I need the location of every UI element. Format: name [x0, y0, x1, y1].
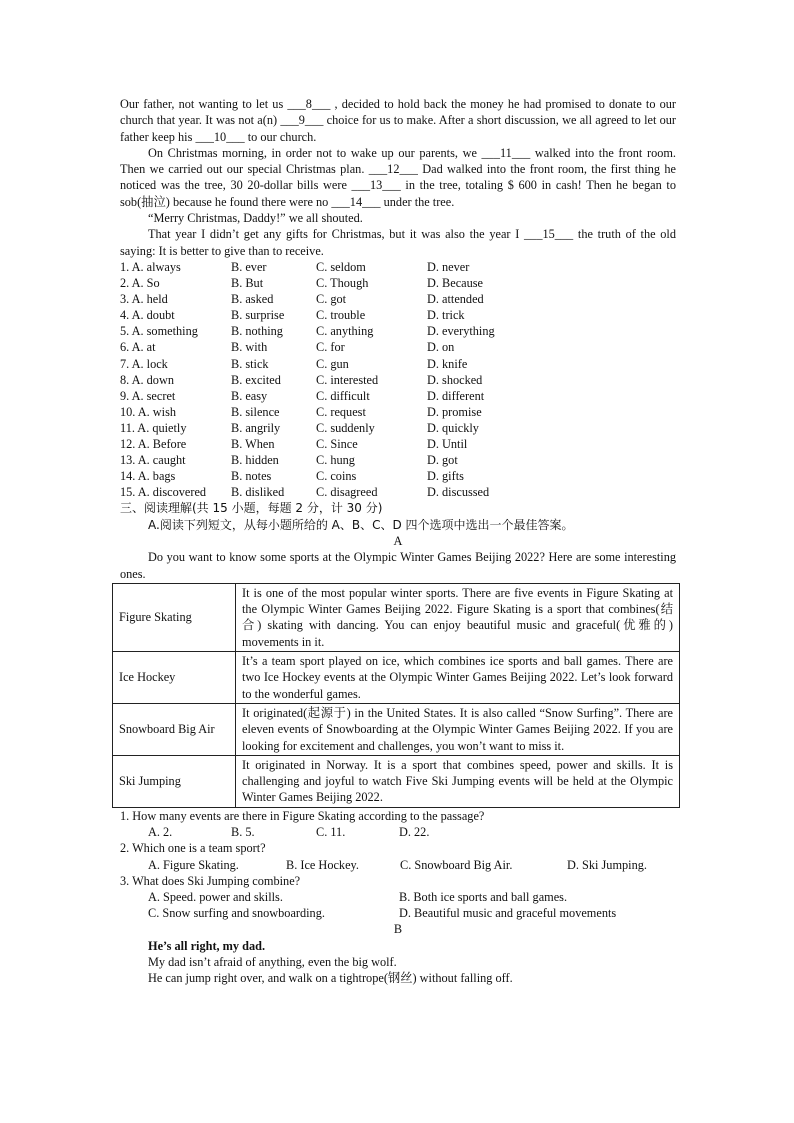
passage-paragraph: “Merry Christmas, Daddy!” we all shouted. [148, 211, 363, 226]
table-row [113, 703, 680, 755]
cloze-option: B. hidden [231, 453, 279, 468]
cloze-option: C. got [316, 292, 347, 307]
cloze-option: 12. A. Before [120, 437, 187, 451]
cloze-option: B. silence [231, 404, 280, 419]
cloze-option: 11. A. quietly [120, 420, 187, 435]
cloze-option: 4. A. doubt [120, 308, 175, 323]
cloze-option: B. surprise [231, 308, 285, 323]
cloze-option-row [120, 388, 676, 404]
cloze-option: B. disliked [231, 485, 285, 500]
section-instruction: A.阅读下列短文，从每小题所给的 A、B、C、D 四个选项中选出一个最佳答案。 [148, 517, 574, 532]
cloze-option: 3. A. held [120, 292, 168, 307]
cloze-option: D. gifts [427, 469, 464, 484]
cloze-option-row [120, 468, 676, 484]
cloze-option: C. disagreed [316, 485, 378, 500]
cloze-option: C. interested [316, 372, 379, 387]
passage-paragraph: That year I didn’t get any gifts for Christmas, but it was also the year I ___15___ the truth of the old saying: It is better to give than to receive. [120, 227, 676, 258]
question-stem: 1. How many events are there in Figure Skating according to the passage? [120, 808, 485, 823]
cloze-option: D. shocked [427, 372, 483, 387]
question-option-row [120, 824, 676, 840]
poem-line: He can jump right over, and walk on a tightrope(钢丝) without falling off. [148, 971, 513, 986]
sport-description: It originated(起源于) in the United States. It is also called “Snow Surfing”. There are eleven events of Snowboarding at the Olympic Winter Games Beijing 2022. If you are looking for excitement and challenges, you won’t want to miss it. [236, 703, 680, 755]
cloze-option-row [120, 259, 676, 275]
question-option: A. 2. [148, 825, 173, 840]
sports-table [112, 583, 680, 808]
question-option: D. Beautiful music and graceful movements [399, 906, 617, 921]
cloze-option: C. suddenly [316, 420, 375, 435]
cloze-option: 6. A. at [120, 340, 156, 355]
question-option: A. Speed. power and skills. [148, 889, 283, 904]
cloze-option: 15. A. discovered [120, 485, 207, 500]
cloze-option-row [120, 291, 676, 307]
cloze-option: B. angrily [231, 420, 281, 435]
section-title: 三、阅读理解(共 15 小题，每题 2 分，计 30 分) [120, 501, 383, 516]
sport-description: It’s a team sport played on ice, which combines ice sports and ball games. There are two Ice Hockey events at the Olympic Winter Games Beijing 2022. Let’s look forward to the wonderful games. [236, 652, 680, 704]
cloze-option: 13. A. caught [120, 453, 186, 468]
exam-page [120, 96, 676, 987]
question-option: D. Ski Jumping. [567, 857, 647, 872]
cloze-option: B. When [231, 437, 275, 451]
question-option-row [120, 857, 676, 873]
cloze-option: C. hung [316, 453, 355, 468]
cloze-option: C. seldom [316, 259, 366, 274]
table-row [113, 583, 680, 651]
cloze-option: D. on [427, 340, 455, 355]
question-option-row [120, 905, 676, 921]
cloze-option-row [120, 372, 676, 388]
cloze-option: 14. A. bags [120, 469, 176, 484]
question-option: B. Ice Hockey. [286, 857, 359, 872]
cloze-option-row [120, 356, 676, 372]
passage-label-b: B [393, 922, 403, 937]
cloze-option: C. trouble [316, 308, 366, 323]
sport-name: Ski Jumping [113, 755, 236, 807]
cloze-option: C. gun [316, 356, 349, 371]
cloze-option: B. stick [231, 356, 269, 371]
cloze-option-row [120, 323, 676, 339]
cloze-option: D. discussed [427, 485, 490, 500]
cloze-option: D. never [427, 259, 470, 274]
question-option: C. 11. [316, 825, 346, 840]
passage-paragraph: On Christmas morning, in order not to wake up our parents, we ___11___ walked into the front room. Then we carried out our special Christmas plan. ___12___ Dad walked into the front room, the first thing he noticed was the tree, 30 20-dollar bills were ___13___ in the tree, totaling $ 600 in cash! Then he began to sob(抽泣) because he found there were no ___14___ under the tree. [120, 145, 676, 209]
cloze-option: B. easy [231, 388, 268, 403]
cloze-option-row [120, 436, 676, 452]
cloze-option-row [120, 307, 676, 323]
table-row [113, 755, 680, 807]
cloze-option-row [120, 404, 676, 420]
poem-line: My dad isn’t afraid of anything, even the big wolf. [148, 954, 397, 969]
cloze-option: C. Since [316, 437, 358, 451]
cloze-option: C. anything [316, 324, 374, 339]
cloze-option-row [120, 275, 676, 291]
cloze-option: C. request [316, 404, 366, 419]
cloze-option: B. nothing [231, 324, 283, 339]
cloze-option: D. got [427, 453, 458, 468]
table-row [113, 652, 680, 704]
cloze-option: B. excited [231, 372, 281, 387]
cloze-option-row [120, 484, 676, 500]
cloze-option: D. knife [427, 356, 468, 371]
question-stem: 3. What does Ski Jumping combine? [120, 873, 301, 888]
cloze-option: 5. A. something [120, 324, 198, 339]
cloze-option: D. attended [427, 292, 484, 307]
cloze-option: 8. A. down [120, 372, 174, 387]
cloze-option: D. different [427, 388, 485, 403]
passage-paragraph: Our father, not wanting to let us ___8___ , decided to hold back the money he had promised to donate to our church that year. It was not a(n) ___9___ choice for us to make. After a short discussion, we all agreed to let our father keep his ___10___ to our church. [120, 97, 676, 144]
question-option: B. 5. [231, 825, 255, 840]
cloze-option: C. for [316, 340, 345, 355]
questions [120, 808, 676, 922]
poem-title: He’s all right, my dad. [148, 938, 266, 953]
cloze-option: 10. A. wish [120, 404, 177, 419]
cloze-option-row [120, 420, 676, 436]
cloze-option: B. with [231, 340, 268, 355]
cloze-option: B. notes [231, 469, 272, 484]
cloze-option-row [120, 452, 676, 468]
cloze-option: 7. A. lock [120, 356, 168, 371]
cloze-option: B. asked [231, 292, 274, 307]
cloze-option: D. quickly [427, 420, 479, 435]
cloze-options [120, 259, 676, 500]
question-option: C. Snowboard Big Air. [400, 857, 513, 872]
cloze-option: 9. A. secret [120, 388, 176, 403]
sport-name: Figure Skating [113, 583, 236, 651]
question-option-row [120, 889, 676, 905]
cloze-option: C. Though [316, 276, 369, 291]
sport-name: Snowboard Big Air [113, 703, 236, 755]
question-option: B. Both ice sports and ball games. [399, 889, 568, 904]
cloze-option: 1. A. always [120, 259, 181, 274]
question-stem: 2. Which one is a team sport? [120, 841, 266, 856]
passage-label-a: A [393, 533, 403, 548]
cloze-option: C. coins [316, 469, 357, 484]
sport-name: Ice Hockey [113, 652, 236, 704]
cloze-option: 2. A. So [120, 276, 160, 291]
cloze-option: C. difficult [316, 388, 370, 403]
question-option: D. 22. [399, 825, 430, 840]
cloze-option: D. everything [427, 324, 495, 339]
cloze-option-row [120, 339, 676, 355]
question-option: C. Snow surfing and snowboarding. [148, 906, 325, 921]
cloze-option: B. ever [231, 259, 267, 274]
passage-a-intro: Do you want to know some sports at the Olympic Winter Games Beijing 2022? Here are some interesting ones. [120, 550, 676, 581]
question-option: A. Figure Skating. [148, 857, 239, 872]
sport-description: It is one of the most popular winter sports. There are five events in Figure Skating at the Olympic Winter Games Beijing 2022. Figure Skating is a sport that combines(结合) skating with dancing. You can enjoy beautiful music and graceful(优雅的) movements in it. [236, 583, 680, 651]
cloze-option: D. Because [427, 276, 483, 291]
cloze-option: D. Until [427, 437, 468, 451]
cloze-option: B. But [231, 276, 264, 291]
cloze-option: D. trick [427, 308, 465, 323]
cloze-option: D. promise [427, 404, 482, 419]
sport-description: It originated in Norway. It is a sport that combines speed, power and skills. It is challenging and joyful to watch Five Ski Jumping events will be held at the Olympic Winter Games Beijing 2022. [236, 755, 680, 807]
